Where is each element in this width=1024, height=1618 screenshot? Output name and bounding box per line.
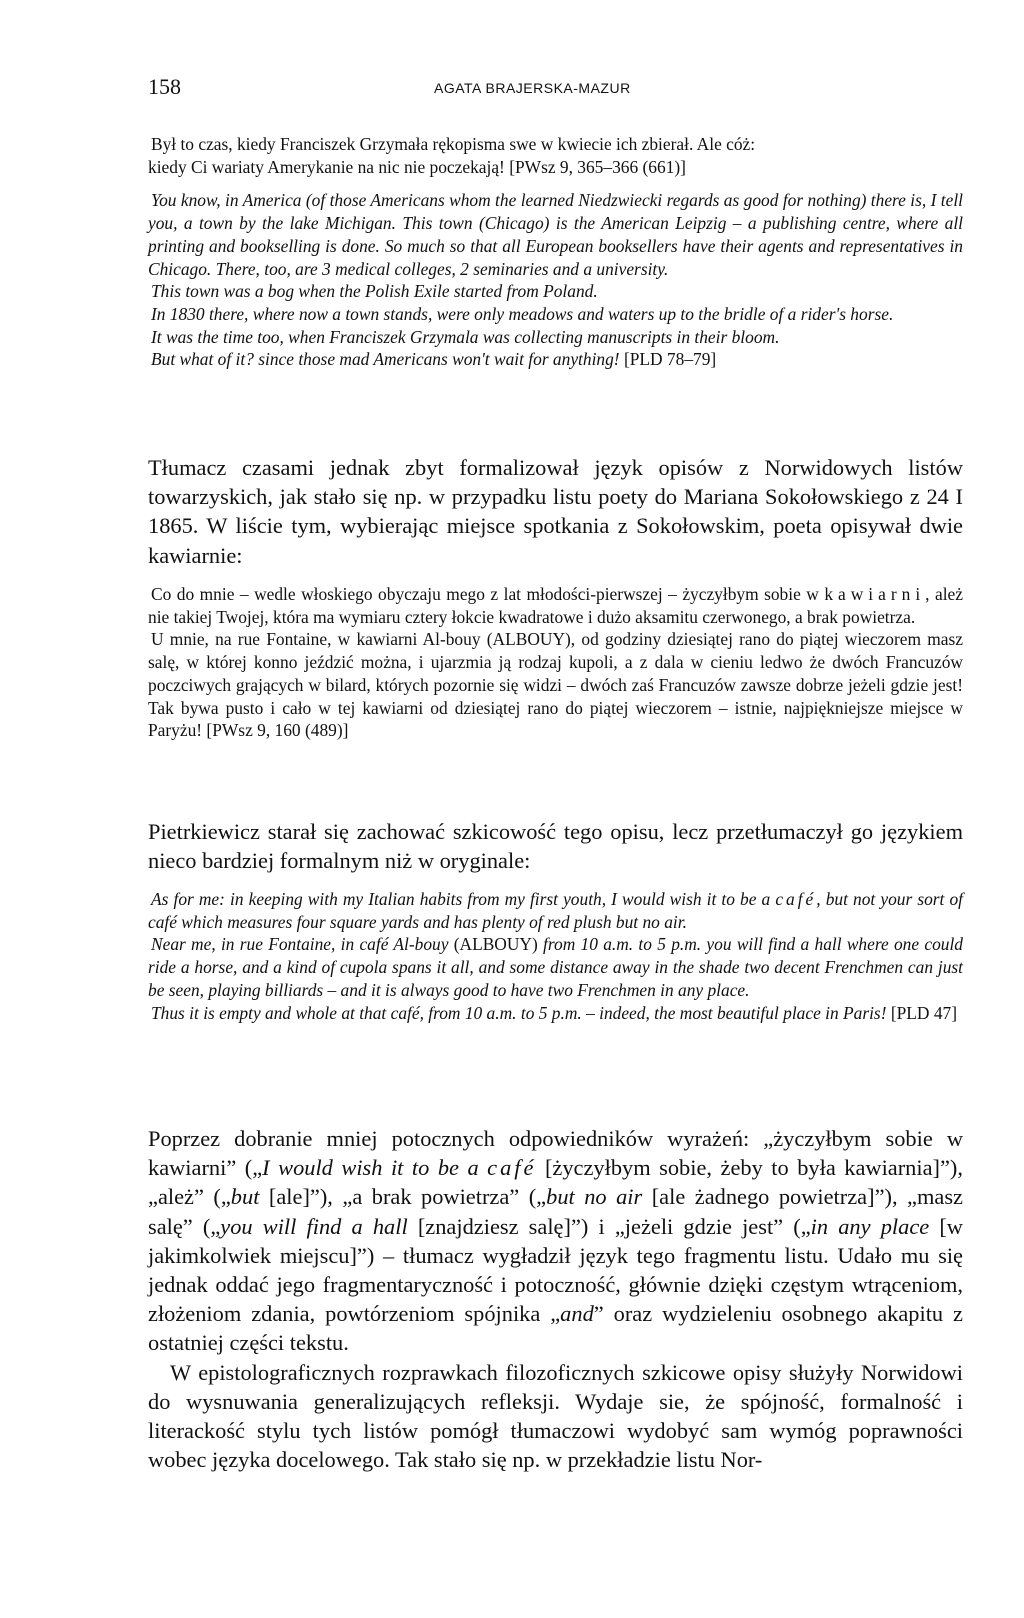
quote3-upright-name: (ALBOUY) [453,934,538,955]
quote1-citation: [PLD 78–79] [619,349,717,370]
quote3-paragraph-2-end: from 10 a.m. to 5 p.m. you will find a hall where one could ride a horse, and a kind of cupola spans it all, and some distance away in the shade two decent Frenchmen can just be seen, playing billiards – and it is always good to have two Frenchmen in any place. [148,934,963,1000]
para3-text-4: [ale żadnego powietrza]”), „masz salę” („ [148,1184,963,1239]
quote3-paragraph-2-start: Near me, in rue Fontaine, in café Al-bouy [151,934,454,955]
running-head-author: AGATA BRAJERSKA-MAZUR [434,80,631,96]
quote1-final-line-italic: But what of it? since those mad Americans won't wait for anything! [151,349,620,370]
para3-text-1: Poprzez dobranie mniej potocznych odpowiedników wyrażeń: „życzyłbym sobie w kawiarni” („ [148,1126,963,1181]
para3-text-2: [życzyłbym sobie, żeby to była kawiarnia]”), „ależ” („ [148,1155,963,1210]
body-paragraph-1-text: Tłumacz czasami jednak zbyt formalizował język opisów z Norwidowych listów towarzyskich, jak stało się np. w przypadku listu poety do Mariana Sokołowskiego z 24 I 1865. W liście tym, wybierając miejsce spotkania z Sokołowskim, poeta opisywał dwie kawiarnie: [148,455,963,568]
quote3-paragraph-3-italic: Thus it is empty and whole at that café, from 10 a.m. to 5 p.m. – indeed, the most beautiful place in Paris! [151,1002,887,1023]
quote3-paragraph-2 [148,933,963,1001]
para3-italic-6: and [560,1301,594,1327]
quote-block-3 [148,888,963,1024]
para3-italic-4: you will find a hall [220,1213,408,1239]
body-paragraphs-3-4 [148,1124,963,1474]
body-paragraph-3-text [148,1124,963,1358]
para3-italic-2: but [230,1184,260,1210]
quote3-paragraph-1 [148,888,963,933]
quote1-english-paragraph-4: It was the time too, when Franciszek Grzymala was collecting manuscripts in their bloom. [151,326,780,347]
quote1-english-paragraph-5 [148,348,963,371]
quote3-paragraph-1-end: , but not your sort of café which measures four square yards and has plenty of red plush but no air. [148,889,963,932]
body-paragraph-4-text: W epistolograficznych rozprawkach filozoficznych szkicowe opisy służyły Norwidowi do wysnuwania generalizujących refleksji. Wydaje sie, że spójność, formalność i literackość stylu tych listów pomógł tłumaczowi wydobyć sam wymóg poprawności wobec języka docelowego. Tak stało się np. w przekładzie listu Nor- [148,1359,963,1473]
quote2-paragraph-2: U mnie, na rue Fontaine, w kawiarni Al-bouy (ALBOUY), od godziny dziesiątej rano do piątej wieczorem masz salę, w której konno jeździć można, i ujarzmia ją rodzaj kupoli, a z dala w cieniu ledwo że dwóch Francuzów poczciwych grających w bilard, których pozornie się widzi – dwóch zaś Francuzów zawsze dobrze jeżeli gdzie jest! Tak bywa pusto i cało w tej kawiarni od dziesiątej rano do piątej wieczorem – istnie, najpiękniejsze miejsce w Paryżu! [PWsz 9, 160 (489)] [148,629,963,741]
quote-block-1 [148,133,963,371]
page-number: 158 [148,74,181,99]
quote1-english-paragraph-3: In 1830 there, where now a town stands, were only meadows and waters up to the bridle of a rider's horse. [151,303,894,324]
quote3-paragraph-1-start: As for me: in keeping with my Italian habits from my first youth, I would wish it to be a [151,889,776,909]
quote1-english-paragraph-1: You know, in America (of those Americans whom the learned Niedzwiecki regards as good for nothing) there is, I tell you, a town by the lake Michigan. This town (Chicago) is the American Leipzig – a publishing centre, where all printing and bookselling is done. So much so that all European booksellers have their agents and representatives in Chicago. There, too, are 3 medical colleges, 2 seminaries and a university. [148,190,963,279]
quote1-polish-line-1: Był to czas, kiedy Franciszek Grzymała rękopisma swe w kwiecie ich zbierał. Ale cóż: [151,134,756,154]
quote3-spaced-word: café [775,889,817,909]
quote1-english-paragraph-2: This town was a bog when the Polish Exile started from Poland. [151,281,598,302]
body-paragraph-1 [148,453,963,570]
body-paragraph-2 [148,817,963,875]
running-head [148,74,963,104]
para3-text-5: [znajdziesz salę]”) i „jeżeli gdzie jest” („ [407,1213,811,1239]
quote3-paragraph-3 [148,1002,963,1025]
para3-italic-5: in any place [810,1213,930,1239]
quote2-paragraph-1-start: Co do mnie – wedle włoskiego obyczaju mego z lat młodości-pierwszej – życzyłbym sobie w [151,584,825,604]
para3-italic-1: I would wish it to be a [262,1155,488,1181]
quote2-paragraph-1 [148,583,963,628]
para3-text-6: [w jakimkolwiek miejscu]”) – tłumacz wygładził język tego fragmentu listu. Udało mu się jednak oddać jego fragmentaryczność i potoczność, głównie dzięki częstym wtrąceniom, złożeniom zdania, powtórzeniom spójnika „ [148,1213,963,1327]
quote2-paragraph-1-end: , ależ nie takiej Twojej, która ma wymiaru cztery łokcie kwadratowe i dużo aksamitu czerwonego, a brak powietrza. [148,584,963,627]
quote-block-2 [148,583,963,742]
para3-text-3: [ale]”), „a brak powietrza” („ [259,1184,547,1210]
quote2-spaced-word: kawiarni [824,584,926,604]
para3-text-7: ” oraz wydzieleniu osobnego akapitu z ostatniej części tekstu. [148,1301,963,1356]
quote1-polish-line-2: kiedy Ci wariaty Amerykanie na nic nie poczekają! [PWsz 9, 365–366 (661)] [148,156,686,177]
body-paragraph-2-text: Pietrkiewicz starał się zachować szkicowość tego opisu, lecz przetłumaczył go językiem nieco bardziej formalnym niż w oryginale: [148,819,963,874]
para3-spaced-word: café [487,1155,537,1181]
quote3-citation: [PLD 47] [886,1002,958,1023]
para3-italic-3: but no air [546,1184,643,1210]
